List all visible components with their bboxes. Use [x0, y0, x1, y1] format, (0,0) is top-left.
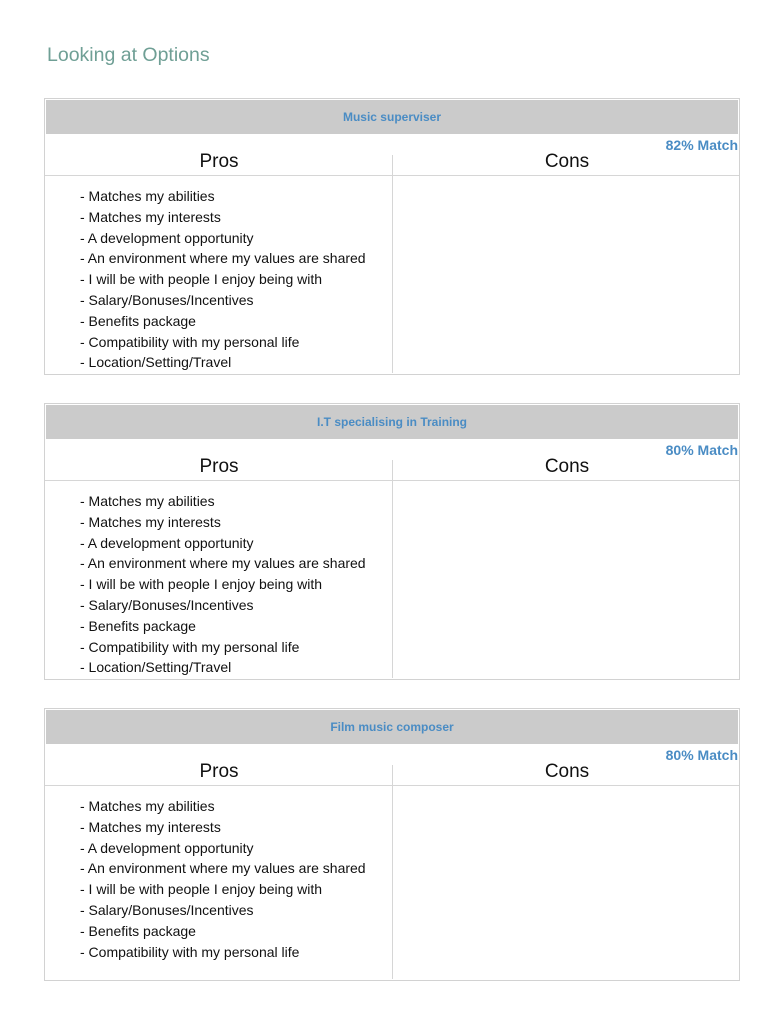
- pros-column: [45, 176, 393, 373]
- column-divider: [392, 155, 393, 175]
- cons-heading: Cons: [544, 761, 590, 782]
- pro-item: - An environment where my values are shared: [80, 555, 366, 572]
- option-title: I.T specialising in Training: [46, 405, 738, 439]
- pro-item: - A development opportunity: [80, 534, 254, 551]
- pros-column: [45, 481, 393, 678]
- option-title: Film music composer: [46, 710, 738, 744]
- pro-item: - Salary/Bonuses/Incentives: [80, 901, 254, 918]
- pros-list: [80, 796, 392, 962]
- pro-item: - An environment where my values are shared: [80, 860, 366, 877]
- option-card-music-superviser: [44, 98, 740, 375]
- option-card-film-music-composer: [44, 708, 740, 981]
- pros-list: [80, 491, 392, 678]
- pro-item: - Matches my abilities: [80, 493, 215, 509]
- pro-item: - Matches my abilities: [80, 798, 215, 814]
- pros-cons-body: [45, 786, 739, 979]
- option-card-it-training: [44, 403, 740, 680]
- pro-item: - Matches my abilities: [80, 188, 215, 204]
- cons-column: [393, 481, 739, 678]
- pro-item: - Location/Setting/Travel: [80, 659, 232, 676]
- pro-item: - Matches my interests: [80, 208, 221, 225]
- pro-item: - Compatibility with my personal life: [80, 333, 300, 350]
- option-title: Music superviser: [46, 100, 738, 134]
- pros-cons-body: [45, 481, 739, 678]
- pros-cons-body: [45, 176, 739, 373]
- match-percentage: 80% Match: [665, 442, 738, 458]
- pros-heading: Pros: [199, 456, 239, 477]
- pro-item: - I will be with people I enjoy being with: [80, 271, 323, 288]
- pro-item: - A development opportunity: [80, 839, 254, 856]
- match-percentage: 82% Match: [665, 137, 738, 153]
- pros-column: [45, 786, 393, 979]
- pro-item: - Salary/Bonuses/Incentives: [80, 596, 254, 613]
- page-title: Looking at Options: [47, 44, 210, 66]
- pro-item: - An environment where my values are shared: [80, 250, 366, 267]
- column-divider: [392, 765, 393, 785]
- pro-item: - Benefits package: [80, 312, 196, 329]
- pro-item: - Matches my interests: [80, 818, 221, 835]
- pros-heading: Pros: [199, 761, 239, 782]
- pros-cons-header: [45, 744, 739, 786]
- pro-item: - Matches my interests: [80, 513, 221, 530]
- pro-item: - I will be with people I enjoy being with: [80, 576, 323, 593]
- pro-item: - Compatibility with my personal life: [80, 943, 300, 960]
- cons-column: [393, 176, 739, 373]
- match-percentage: 80% Match: [665, 747, 738, 763]
- pros-list: [80, 186, 392, 373]
- pros-cons-header: [45, 439, 739, 481]
- pro-item: - Compatibility with my personal life: [80, 638, 300, 655]
- pro-item: - Benefits package: [80, 617, 196, 634]
- pro-item: - Benefits package: [80, 922, 196, 939]
- cons-heading: Cons: [544, 151, 590, 172]
- pro-item: - I will be with people I enjoy being with: [80, 881, 323, 898]
- cons-column: [393, 786, 739, 979]
- pros-cons-header: [45, 134, 739, 176]
- pro-item: - A development opportunity: [80, 229, 254, 246]
- pro-item: - Salary/Bonuses/Incentives: [80, 291, 254, 308]
- cons-heading: Cons: [544, 456, 590, 477]
- pros-heading: Pros: [199, 151, 239, 172]
- pro-item: - Location/Setting/Travel: [80, 354, 232, 371]
- column-divider: [392, 460, 393, 480]
